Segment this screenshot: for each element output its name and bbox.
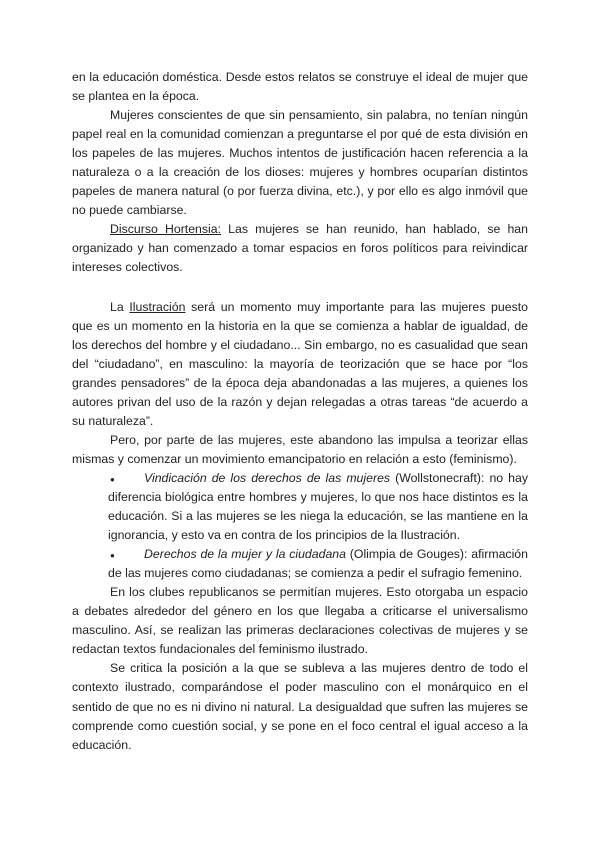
paragraph: Se critica la posición a la que se subleva a las mujeres dentro de todo el contexto ilustrado, comparándose el poder masculino con el monárquico en el sentido de que no es ni divino ni natural. La desigualdad que sufren las mujeres se comprende como cuestión social, y se pone en el foco central el igual acceso a la educación.: [72, 661, 528, 752]
paragraph: [72, 220, 528, 277]
paragraph-text: La: [110, 299, 130, 314]
list-item-text: (Olimpia de Gouges): afirmación de las mujeres como ciudadanas; se comienza a pedir el sufragio femenino.: [108, 547, 528, 581]
bullet-icon: ●: [110, 474, 115, 484]
paragraph-text: será un momento muy importante para las mujeres puesto que es un momento en la historia en la que se comienza a hablar de igualdad, de los derechos del hombre y el ciudadano... Sin embargo, no es casualidad que sean del “ciudadano”, en masculino: la mayoría de teorización que se hace por “los grandes pensadores” de la época deja abandonadas a las mujeres, a quienes los autores privan del uso de la razón y dejan relegadas a otras tareas “de acuerdo a su naturaleza”.: [72, 299, 528, 428]
discurso-hortensia-heading: Discurso Hortensia:: [110, 222, 222, 237]
paragraph: en la educación doméstica. Desde estos relatos se construye el ideal de mujer que se plantea en la época.: [72, 70, 528, 104]
list-item-text: (Wollstonecraft): no hay diferencia biológica entre hombres y mujeres, lo que nos hace distintos es la educación. Si a las mujeres se les niega la educación, se las mantiene en la ignorancia, y esto va en contra de los principios de la Ilustración.: [108, 470, 528, 543]
paragraph: Pero, por parte de las mujeres, este abandono las impulsa a teorizar ellas mismas y comenzar un movimiento emancipatorio en relación a esto (feminismo).: [72, 432, 528, 466]
paragraph: En los clubes republicanos se permitían mujeres. Esto otorgaba un espacio a debates alrededor del género en los que llegaba a criticarse el universalismo masculino. Así, se realizan las primeras declaraciones colectivas de mujeres y se redactan textos fundacionales del feminismo ilustrado.: [72, 585, 528, 657]
work-title: Derechos de la mujer y la ciudadana: [144, 547, 346, 562]
list-item: [72, 545, 528, 583]
list-item: [72, 469, 528, 545]
paragraph-text: Las mujeres se han reunido, han hablado, se han organizado y han comenzado a tomar espacios en foros políticos para reivindicar intereses colectivos.: [72, 222, 528, 275]
spacer: [72, 278, 528, 298]
bullet-icon: ●: [110, 551, 115, 561]
paragraph: Mujeres conscientes de que sin pensamiento, sin palabra, no tenían ningún papel real en la comunidad comienzan a preguntarse el por qué de esta división en los papeles de las mujeres. Muchos intentos de justificación hacen referencia a la naturaleza o a la creación de los dioses: mujeres y hombres ocuparían distintos papeles de manera natural (o por fuerza divina, etc.), y por ello es algo inmóvil que no puede cambiarse.: [72, 108, 528, 218]
ilustracion-term: Ilustración: [129, 299, 186, 314]
work-title: Vindicación de los derechos de las mujeres: [144, 470, 391, 485]
paragraph: [72, 298, 528, 431]
document-page: [72, 68, 528, 755]
